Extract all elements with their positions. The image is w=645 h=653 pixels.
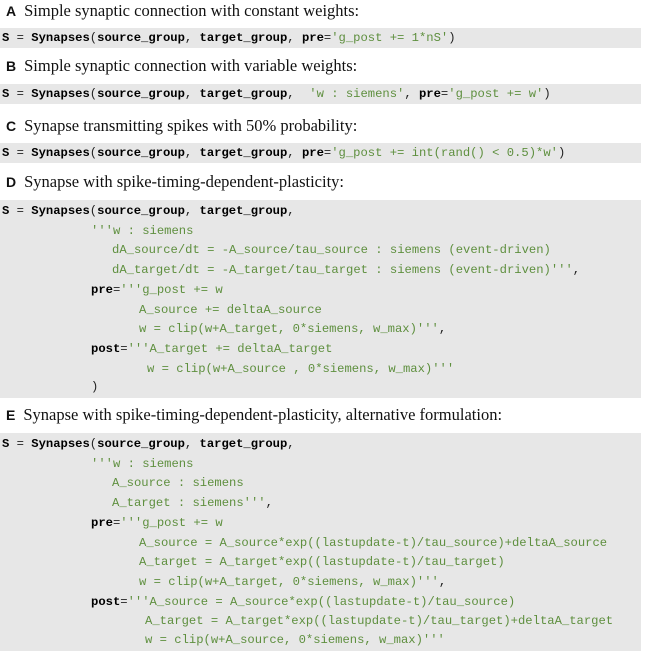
section-a-heading bbox=[6, 1, 359, 21]
code-block-c bbox=[0, 143, 641, 163]
section-letter: D bbox=[6, 174, 17, 190]
code-line: A_source : siemens bbox=[112, 476, 244, 490]
code-line: '''w : siemens bbox=[91, 224, 194, 238]
code-line: w = clip(w+A_source , 0*siemens, w_max)''' bbox=[147, 362, 455, 376]
code-line: A_source = A_source*exp((lastupdate-t)/tau_source)+deltaA_source bbox=[139, 536, 608, 550]
code-line: pre='''g_post += w bbox=[91, 516, 223, 530]
code-line: S = Synapses(source_group, target_group, bbox=[2, 437, 295, 451]
code-block-b bbox=[0, 84, 641, 104]
code-block-d bbox=[0, 200, 641, 398]
code-line: post='''A_source = A_source*exp((lastupdate-t)/tau_source) bbox=[91, 595, 516, 609]
section-title: Synapse transmitting spikes with 50% probability: bbox=[24, 116, 358, 135]
code-line: dA_source/dt = -A_source/tau_source : siemens (event-driven) bbox=[112, 243, 551, 257]
code-line: S = Synapses(source_group, target_group, pre='g_post += int(rand() < 0.5)*w') bbox=[2, 146, 566, 160]
code-line: pre='''g_post += w bbox=[91, 283, 223, 297]
section-letter: A bbox=[6, 3, 17, 19]
code-line: dA_target/dt = -A_target/tau_target : siemens (event-driven)''', bbox=[112, 263, 581, 277]
code-line: S = Synapses(source_group, target_group, pre='g_post += 1*nS') bbox=[2, 31, 456, 45]
section-b-heading bbox=[6, 56, 357, 76]
section-title: Synapse with spike-timing-dependent-plasticity, alternative formulation: bbox=[23, 405, 503, 424]
code-line: ) bbox=[91, 380, 99, 394]
code-block-e bbox=[0, 433, 641, 651]
code-block-a bbox=[0, 28, 641, 48]
code-line: '''w : siemens bbox=[91, 457, 194, 471]
code-line: S = Synapses(source_group, target_group, bbox=[2, 204, 295, 218]
section-letter: C bbox=[6, 118, 17, 134]
code-line: A_source += deltaA_source bbox=[139, 303, 322, 317]
section-e-heading bbox=[6, 405, 502, 425]
code-line: w = clip(w+A_target, 0*siemens, w_max)''', bbox=[139, 322, 447, 336]
code-line: A_target : siemens''', bbox=[112, 496, 273, 510]
code-line: S = Synapses(source_group, target_group, 'w : siemens', pre='g_post += w') bbox=[2, 87, 551, 101]
section-letter: E bbox=[6, 407, 16, 423]
section-d-heading bbox=[6, 172, 344, 192]
code-line: w = clip(w+A_target, 0*siemens, w_max)''', bbox=[139, 575, 447, 589]
section-title: Simple synaptic connection with constant weights: bbox=[24, 1, 360, 20]
code-line: post='''A_target += deltaA_target bbox=[91, 342, 333, 356]
section-c-heading bbox=[6, 116, 357, 136]
code-line: A_target = A_target*exp((lastupdate-t)/tau_target)+deltaA_target bbox=[145, 614, 614, 628]
section-title: Simple synaptic connection with variable weights: bbox=[24, 56, 358, 75]
section-title: Synapse with spike-timing-dependent-plasticity: bbox=[24, 172, 344, 191]
code-line: A_target = A_target*exp((lastupdate-t)/tau_target) bbox=[139, 555, 505, 569]
section-letter: B bbox=[6, 58, 17, 74]
code-line: w = clip(w+A_source, 0*siemens, w_max)''' bbox=[145, 633, 445, 647]
